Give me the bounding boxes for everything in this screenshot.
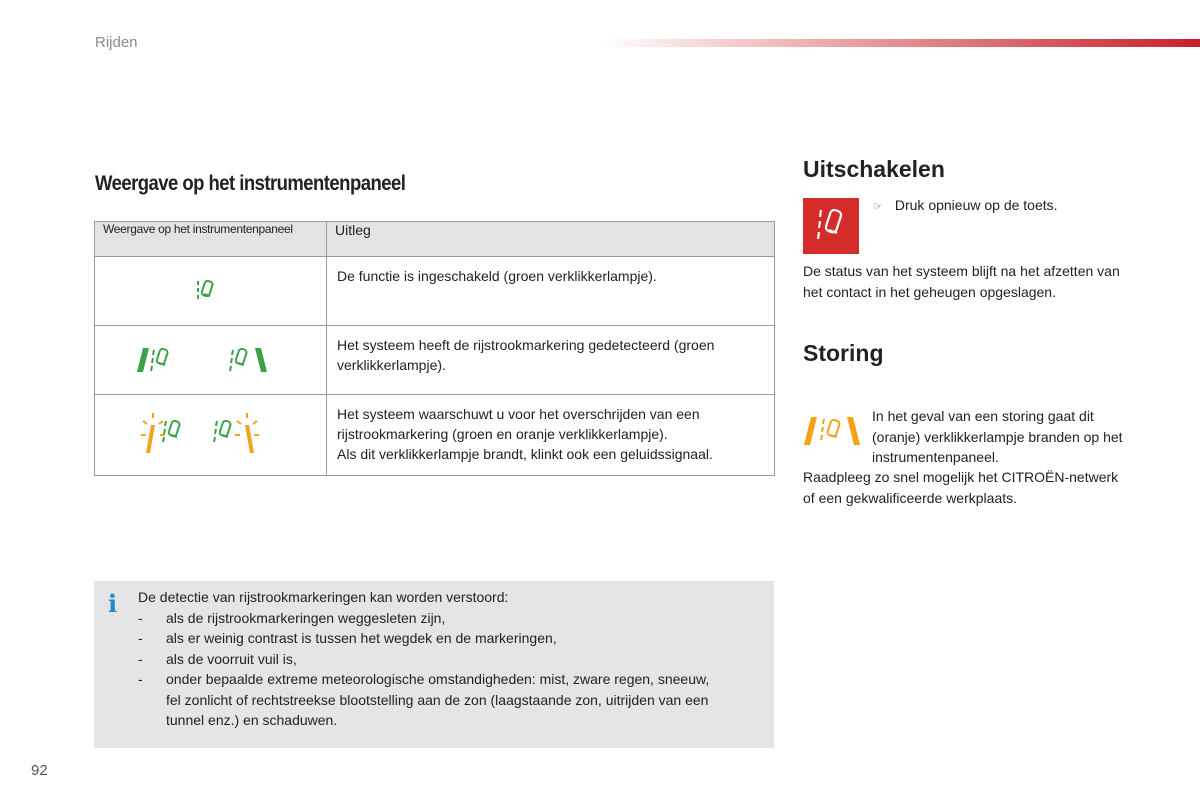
bullet-icon: ☞ [873, 201, 883, 213]
header-accent-bar [600, 39, 1200, 47]
section-title: Weergave op het instrumentenpaneel [95, 172, 406, 195]
table-header-display: Weergave op het instrumentenpaneel [95, 222, 327, 257]
lane-left-detected-icon [137, 346, 175, 374]
table-header-row [95, 222, 775, 257]
lane-right-detected-icon [229, 346, 267, 374]
row-explanation: Het systeem heeft de rijstrookmarkering gedetecteerd (groen verklikkerlampje). [337, 337, 715, 373]
off-paragraph: De status van het systeem blijft na het afzetten van het contact in het geheugen opgeslagen. [803, 263, 1120, 300]
list-item: - als er weinig contrast is tussen het wegdek en de markeringen, [138, 630, 557, 646]
info-box [94, 581, 774, 748]
fault-title: Storing [803, 340, 884, 366]
table-header-explanation: Uitleg [327, 222, 775, 257]
off-instruction: Druk opnieuw op de toets. [894, 197, 1058, 213]
list-item: - als de rijstrookmarkeringen weggesleten zijn, [138, 609, 446, 626]
off-title: Uitschakelen [803, 156, 945, 182]
list-item: - als de voorruit vuil is, [138, 650, 297, 667]
row-explanation: Het systeem waarschuwt u voor het overschrijden van een rijstrookmarkering (groen en oranje verklikkerlampje). [337, 406, 700, 442]
fault-paragraph: Raadpleeg zo snel mogelijk het CITROËN-netwerk of een gekwalificeerde werkplaats. [803, 469, 1119, 506]
lane-fault-orange-icon [804, 416, 860, 446]
lane-button-red-icon [803, 198, 859, 254]
lane-departure-green-icon [195, 277, 217, 303]
row-explanation: De functie is ingeschakeld (groen verklikkerlampje). [337, 268, 657, 284]
header-section-label: Rijden [95, 34, 138, 51]
table-row [95, 326, 775, 395]
row-explanation-extra: Als dit verklikkerlampje brandt, klinkt ook een geluidssignaal. [337, 446, 713, 462]
list-item: - onder bepaalde extreme meteorologische omstandigheden: mist, zware regen, sneeuw, fel zonlicht of rechtstreekse blootstelling aan de zon (laagstaande zon, uitrijden van een tunnel enz.) en schaduwen. [138, 671, 710, 728]
lane-warning-left-icon [141, 411, 187, 455]
indicator-table [94, 221, 775, 476]
lane-warning-right-icon [213, 411, 259, 455]
table-row [95, 395, 775, 476]
fault-text: In het geval van een storing gaat dit (oranje) verklikkerlampje branden op het instrumentenpaneel. [872, 408, 1123, 465]
info-intro: De detectie van rijstrookmarkeringen kan worden verstoord: [138, 589, 509, 605]
table-row [95, 257, 775, 326]
info-icon: i [108, 589, 118, 618]
page-number: 92 [31, 762, 48, 779]
